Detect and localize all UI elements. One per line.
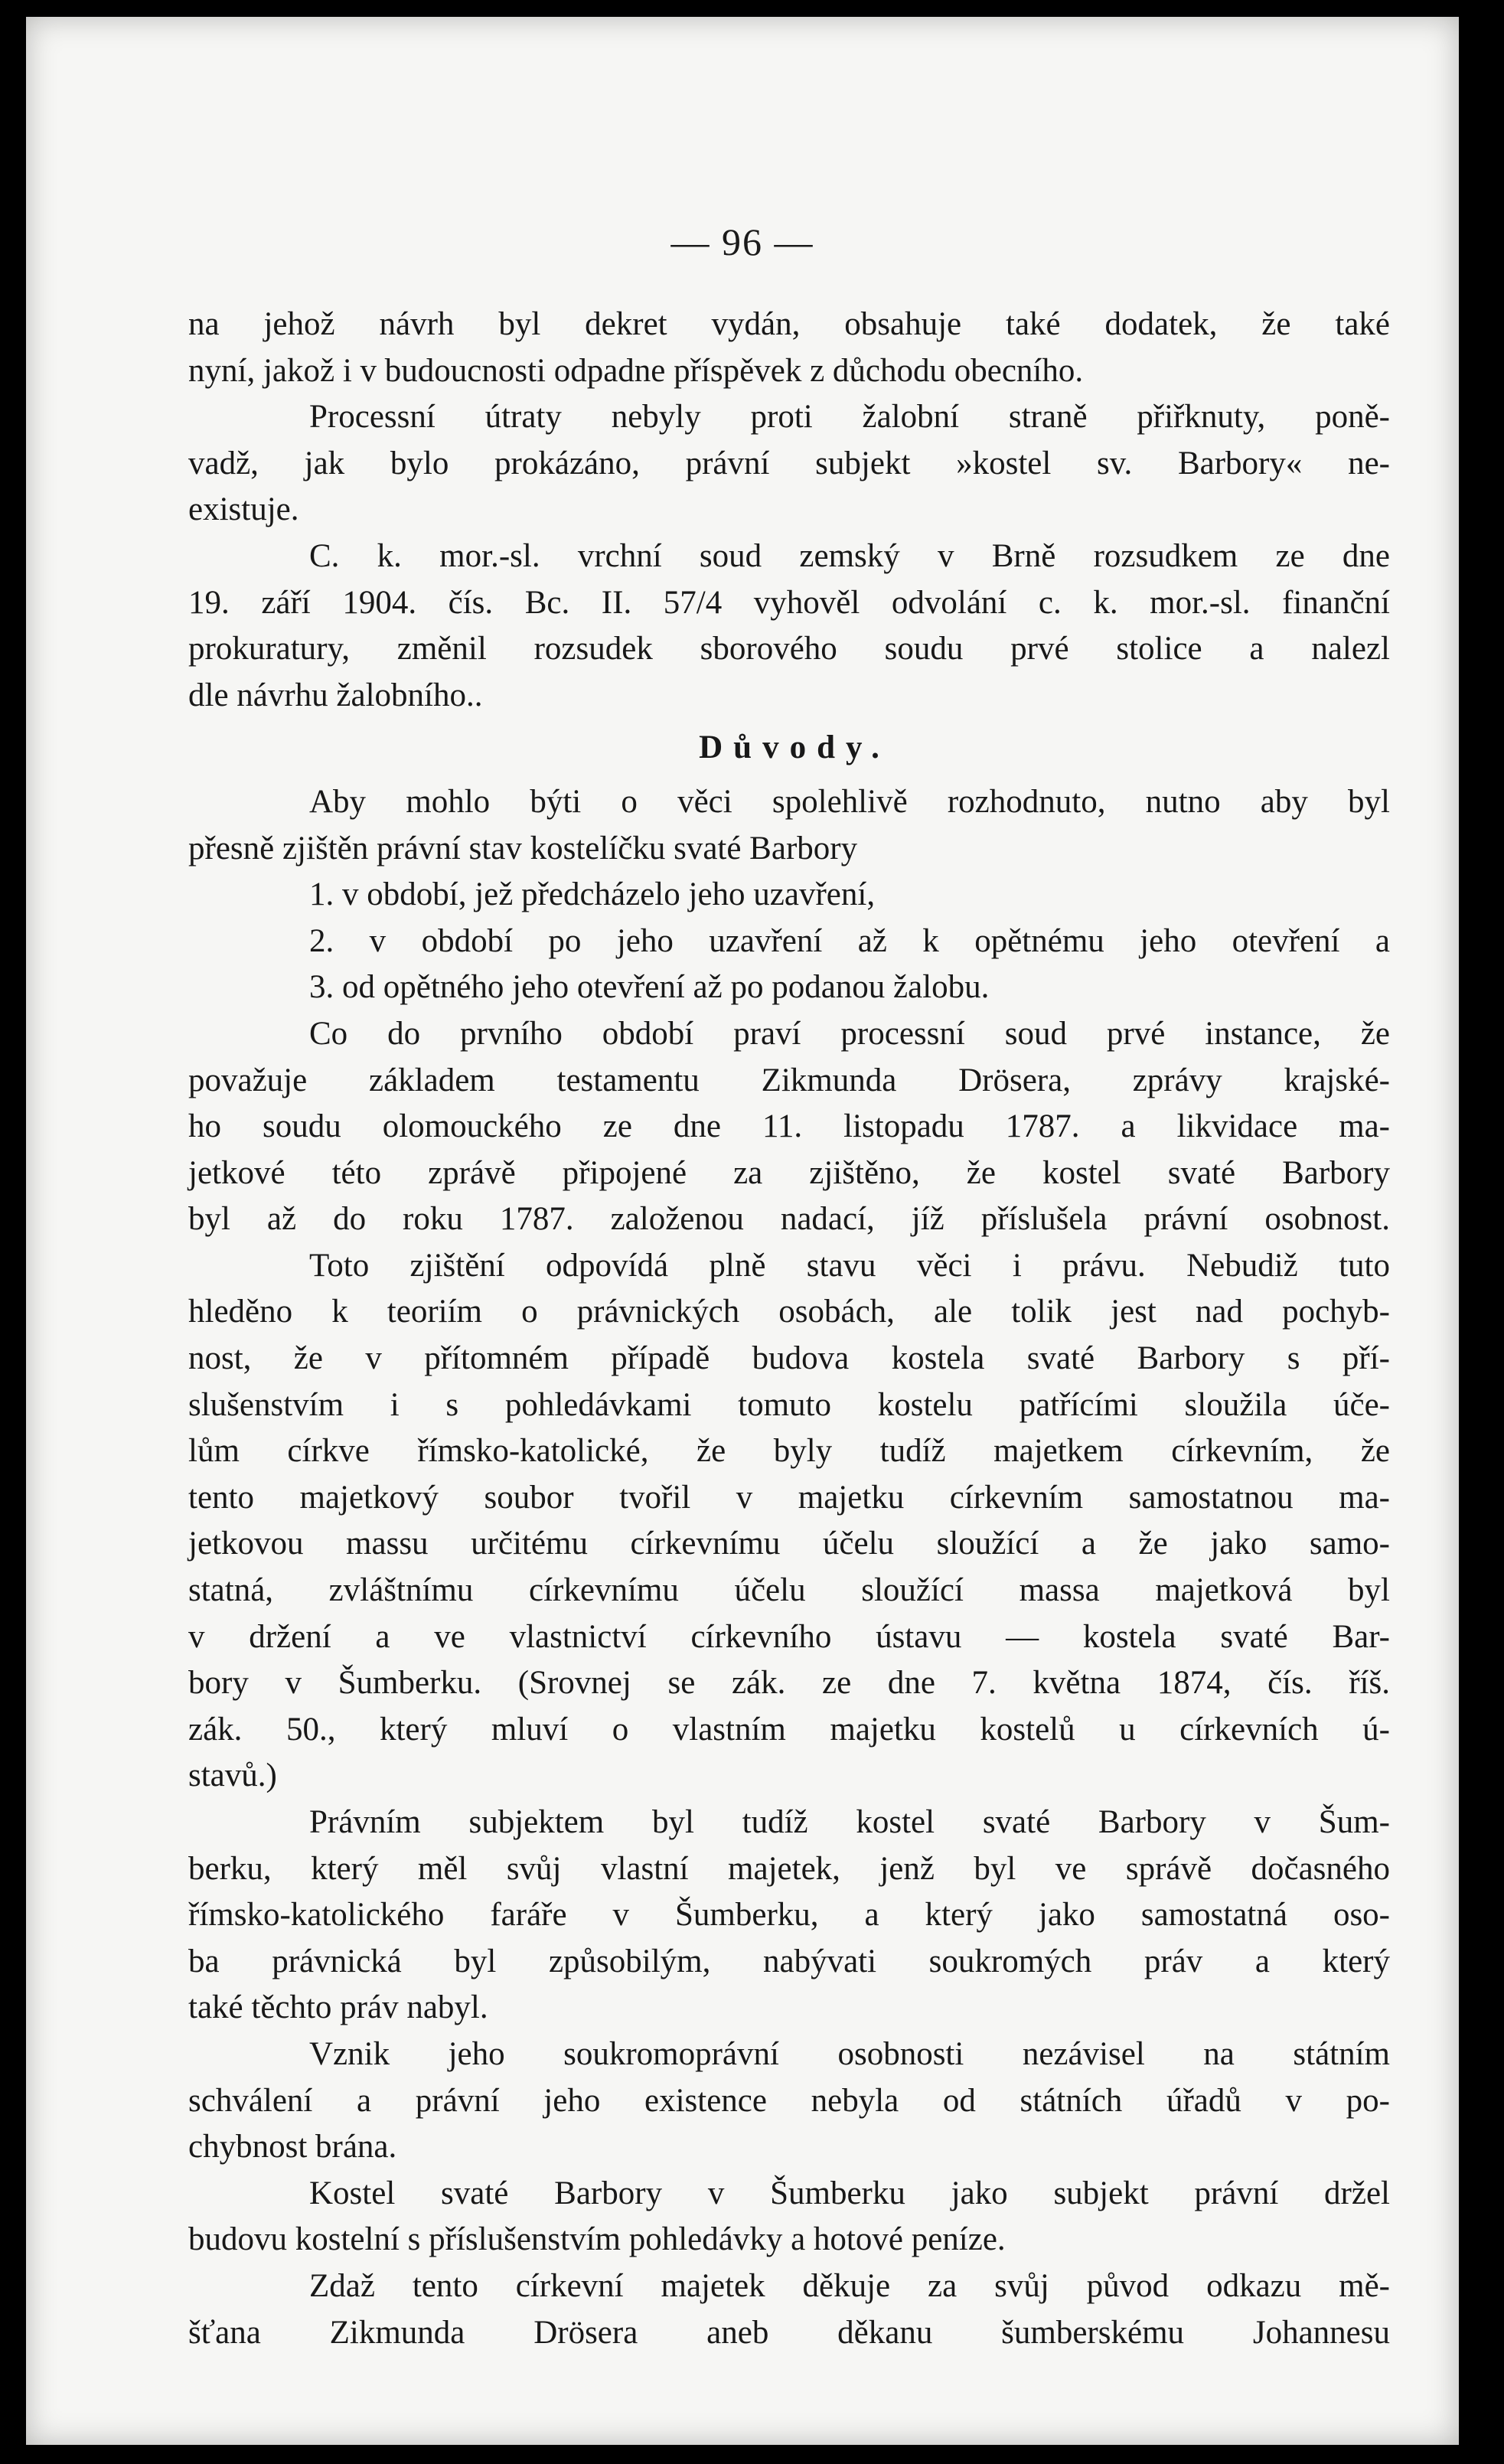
text-line: prokuratury, změnil rozsudek sborového soudu prvé stolice a nalezl (188, 631, 1390, 667)
text-line: šťana Zikmunda Drösera aneb děkanu šumberskému Johannesu (188, 2314, 1390, 2351)
text-line: statná, zvláštnímu církevnímu účelu sloužící massa majetková byl (188, 1572, 1390, 1609)
text-line: v držení a ve vlastnictví církevního ústavu — kostela svaté Bar- (188, 1618, 1390, 1655)
text-line: Toto zjištění odpovídá plně stavu věci i právu. Nebudiž tuto (309, 1247, 1390, 1284)
section-heading: Důvody. (699, 729, 890, 766)
text-line: chybnost brána. (188, 2129, 397, 2165)
text-line: schválení a právní jeho existence nebyla od státních úřadů v po- (188, 2082, 1390, 2119)
text-line: Co do prvního období praví processní soud prvé instance, že (309, 1015, 1390, 1052)
text-line: přesně zjištěn právní stav kostelíčku svaté Barbory (188, 830, 858, 866)
text-line: římsko-katolického faráře v Šumberku, a který jako samostatná oso- (188, 1897, 1390, 1934)
text-line: nyní, jakož i v budoucnosti odpadne příspěvek z důchodu obecního. (188, 352, 1084, 389)
document-page (26, 17, 1459, 2445)
text-line: Aby mohlo býti o věci spolehlivě rozhodnuto, nutno aby byl (309, 783, 1390, 820)
text-line: dle návrhu žalobního.. (188, 677, 483, 713)
text-line: lům církve římsko-katolické, že byly tudíž majetkem církevním, že (188, 1433, 1390, 1470)
page-number: — 96 — (670, 220, 814, 263)
text-line: slušenstvím i s pohledávkami tomuto kostelu patřícími sloužila úče- (188, 1386, 1390, 1423)
list-item: 2. v období po jeho uzavření až k opětnému jeho otevření a (309, 922, 1390, 959)
text-line: zák. 50., který mluví o vlastním majetku kostelů u církevních ú- (188, 1711, 1390, 1748)
text-line: ho soudu olomouckého ze dne 11. listopadu 1787. a likvidace ma- (188, 1108, 1390, 1145)
text-line: považuje základem testamentu Zikmunda Drösera, zprávy krajské- (188, 1062, 1390, 1098)
body-text (188, 302, 1390, 2356)
text-line: stavů.) (188, 1757, 277, 1794)
text-line: Processní útraty nebyly proti žalobní straně přiřknuty, poně- (309, 399, 1390, 436)
text-line: jetkovou massu určitému církevnímu účelu sloužící a že jako samo- (188, 1526, 1390, 1562)
list-item: 3. od opětného jeho otevření až po podanou žalobu. (309, 969, 990, 1006)
text-line: Právním subjektem byl tudíž kostel svaté Barbory v Šum- (309, 1804, 1390, 1840)
text-line: ba právnická byl způsobilým, nabývati soukromých práv a který (188, 1943, 1390, 1979)
text-line: tento majetkový soubor tvořil v majetku církevním samostatnou ma- (188, 1479, 1390, 1516)
text-line: na jehož návrh byl dekret vydán, obsahuje také dodatek, že také (188, 306, 1390, 342)
text-line: jetkové této zprávě připojené za zjištěno, že kostel svaté Barbory (188, 1154, 1390, 1191)
text-line: budovu kostelní s příslušenstvím pohledávky a hotové peníze. (188, 2221, 1006, 2258)
text-line: bory v Šumberku. (Srovnej se zák. ze dne 7. května 1874, čís. říš. (188, 1665, 1390, 1702)
text-line: hleděno k teoriím o právnických osobách, ale tolik jest nad pochyb- (188, 1294, 1390, 1330)
text-line: 19. září 1904. čís. Bc. II. 57/4 vyhověl odvolání c. k. mor.-sl. finanční (188, 584, 1390, 621)
text-line: existuje. (188, 491, 299, 528)
text-line: Kostel svaté Barbory v Šumberku jako subjekt právní držel (309, 2175, 1390, 2211)
text-line: také těchto práv nabyl. (188, 1989, 488, 2026)
list-item: 1. v období, jež předcházelo jeho uzavření, (309, 876, 876, 913)
text-line: C. k. mor.-sl. vrchní soud zemský v Brně rozsudkem ze dne (309, 537, 1390, 574)
text-line: byl až do roku 1787. založenou nadací, jíž příslušela právní osobnost. (188, 1201, 1390, 1238)
text-line: vadž, jak bylo prokázáno, právní subjekt »kostel sv. Barbory« ne- (188, 445, 1390, 481)
text-line: Vznik jeho soukromoprávní osobnosti nezávisel na státním (309, 2035, 1390, 2072)
text-line: Zdaž tento církevní majetek děkuje za svůj původ odkazu mě- (309, 2267, 1390, 2304)
text-line: berku, který měl svůj vlastní majetek, jenž byl ve správě dočasného (188, 1850, 1390, 1887)
text-line: nost, že v přítomném případě budova kostela svaté Barbory s pří- (188, 1340, 1390, 1377)
